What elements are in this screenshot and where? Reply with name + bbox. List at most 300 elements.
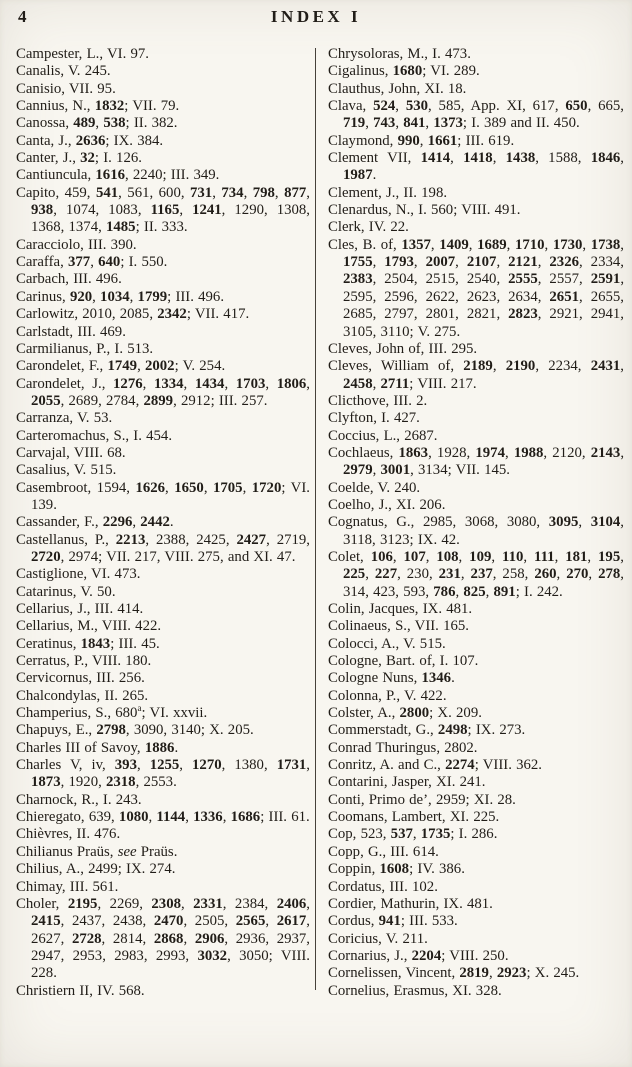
index-entry [328, 618, 624, 635]
entry-text: , [496, 254, 509, 271]
entry-text: Colin, Jacques, IX. 481. [328, 601, 473, 617]
entry-text: Champerius, S., 680 [16, 705, 138, 722]
entry-text: , [365, 115, 374, 132]
entry-text: Choler, [16, 895, 68, 912]
entry-text: Coelde, V. 240. [328, 479, 421, 496]
index-column-left [16, 46, 310, 1000]
entry-text: , [412, 826, 421, 843]
letter-number-bold: 2143 [590, 444, 621, 461]
letter-number-bold: 2002 [144, 358, 175, 375]
letter-number-bold: 541 [95, 184, 119, 201]
letter-number-bold: 2308 [151, 895, 181, 912]
index-entry [328, 341, 624, 358]
letter-number-bold: 2470 [153, 913, 184, 930]
letter-number-bold: 109 [469, 548, 492, 565]
index-entry [16, 341, 310, 358]
entry-text: ; VIII. 362. [474, 757, 542, 774]
index-entry [328, 202, 624, 219]
letter-number-bold: 2800 [399, 705, 430, 722]
entry-text: , 2689, 2784, [60, 392, 144, 409]
entry-text: Cordatus, III. 102. [328, 878, 438, 895]
entry-text: Cervicornus, III. 256. [16, 670, 145, 687]
entry-text: Cornarius, J., [328, 947, 412, 964]
entry-text: , 2120, [543, 444, 591, 461]
entry-text: , [306, 184, 310, 201]
letter-number-bold: 107 [403, 548, 426, 565]
entry-text: Canta, J., [16, 132, 76, 149]
entry-text: Clyfton, I. 427. [328, 410, 420, 427]
letter-number-bold: 1144 [156, 809, 186, 826]
entry-text: ; VI. xxvii. [141, 705, 208, 722]
index-entry [328, 688, 624, 705]
entry-text: Cerratus, P., VIII. 180. [16, 653, 152, 670]
entry-text: Chilianus Praüs, [16, 843, 118, 860]
letter-number-bold: 1165 [150, 202, 180, 219]
entry-text: Cellarius, M., VIII. 422. [16, 618, 162, 635]
index-entry [16, 289, 310, 306]
letter-number-bold: 3032 [197, 947, 228, 964]
entry-text: , [620, 150, 624, 167]
letter-number-bold: 1731 [276, 757, 307, 774]
entry-text: , 2553. [135, 774, 177, 791]
index-entry [16, 324, 310, 341]
index-entry [328, 636, 624, 653]
entry-text: , [224, 375, 236, 392]
entry-text: Cologne Nuns, [328, 670, 422, 687]
superscript-letter: a [137, 703, 142, 714]
entry-text: ; III. 61. [260, 809, 310, 826]
entry-text: , 1290, 1308, 1368, 1374, [31, 202, 311, 236]
letter-number-bold: 2331 [193, 895, 223, 912]
entry-text: , 3134; VII. 145. [410, 462, 510, 479]
index-entry [16, 896, 310, 983]
letter-number-bold: 108 [436, 548, 459, 565]
letter-number-bold: 2383 [343, 271, 373, 288]
entry-text: , [554, 548, 566, 565]
letter-number-bold: 530 [405, 98, 429, 115]
letter-number-bold: 225 [343, 566, 366, 583]
entry-text: ; VII. 79. [124, 98, 180, 115]
index-entry [16, 514, 310, 531]
letter-number-bold: 2189 [463, 358, 493, 375]
letter-number-bold: 1334 [153, 375, 184, 392]
entry-text: , [587, 548, 599, 565]
index-entry [328, 896, 624, 913]
letter-number-bold: 1846 [590, 150, 621, 167]
letter-number-bold: 891 [493, 583, 516, 600]
index-entry [16, 636, 310, 653]
entry-text: , [620, 358, 624, 375]
letter-number-bold: 524 [373, 98, 396, 115]
letter-number-bold: 877 [284, 184, 307, 201]
index-entry [328, 601, 624, 618]
letter-number-bold: 1650 [174, 479, 204, 496]
letter-number-bold: 731 [190, 184, 213, 201]
entry-text: , [148, 809, 157, 826]
letter-number-bold: 1255 [149, 757, 180, 774]
letter-number-bold: 743 [373, 115, 396, 132]
letter-number-bold: 2195 [67, 895, 98, 912]
entry-text: , 2814, [101, 930, 154, 947]
index-entry [328, 480, 624, 497]
entry-text: , [306, 375, 310, 392]
entry-text: , 1588, [535, 150, 591, 167]
entry-text: Contarini, Jasper, XI. 241. [328, 774, 486, 791]
index-entry [16, 428, 310, 445]
index-entry [16, 410, 310, 427]
entry-text: , [488, 965, 497, 982]
entry-text: , [588, 566, 599, 583]
entry-text: , [179, 202, 193, 219]
letter-number-bold: 2720 [31, 548, 61, 565]
letter-number-bold: 2899 [143, 392, 174, 409]
entry-text: Cop, 523, [328, 826, 391, 843]
letter-number-bold: 2274 [445, 757, 475, 774]
letter-number-bold: 2458 [343, 375, 373, 392]
entry-text: , [183, 930, 195, 947]
entry-text: Cornelissen, Vincent, [328, 965, 460, 982]
letter-number-bold: 1357 [401, 236, 431, 253]
entry-text: Chalcondylas, II. 265. [16, 687, 149, 704]
index-entry [328, 549, 624, 601]
letter-number-bold: 2007 [425, 254, 456, 271]
letter-number-bold: 1626 [135, 479, 166, 496]
index-entry [16, 358, 310, 375]
entry-text: , [504, 444, 514, 461]
index-columns [0, 46, 632, 1000]
index-entry [16, 133, 310, 150]
entry-text: Cassander, F., [16, 514, 103, 531]
entry-text: , [372, 375, 381, 392]
index-entry [16, 740, 310, 757]
index-entry [16, 809, 310, 826]
entry-text: Clement, J., II. 198. [328, 184, 448, 201]
letter-number-bold: 1703 [235, 375, 266, 392]
letter-number-bold: 270 [566, 566, 589, 583]
entry-text: ; I. 286. [450, 826, 498, 843]
letter-number-bold: 1974 [475, 444, 505, 461]
entry-text: , [222, 809, 231, 826]
letter-number-bold: 1276 [113, 375, 143, 392]
index-entry [16, 81, 310, 98]
entry-text: , [137, 358, 145, 375]
entry-text: , 2437, 2438, [60, 913, 154, 930]
index-entry [16, 722, 310, 739]
entry-text: Coppin, [328, 861, 380, 878]
entry-text: Cologne, Bart. of, I. 107. [328, 653, 479, 670]
index-entry [328, 428, 624, 445]
index-entry [328, 757, 624, 774]
letter-number-bold: 110 [502, 548, 524, 565]
entry-text: Conritz, A. and C., [328, 757, 446, 774]
letter-number-bold: 1988 [513, 444, 544, 461]
entry-text: Clenardus, N., I. 560; VIII. 491. [328, 202, 521, 219]
letter-number-bold: 841 [403, 115, 426, 132]
letter-number-bold: 734 [221, 184, 244, 201]
letter-number-bold: 377 [68, 254, 91, 271]
entry-text: , [458, 548, 470, 565]
index-entry [328, 965, 624, 982]
entry-text: Castiglione, VI. 473. [16, 566, 141, 583]
entry-text: , 2655, 2685, 2797, 2801, 2821, [343, 288, 624, 323]
entry-text: , 258, [492, 566, 535, 583]
entry-text: Chilius, A., 2499; IX. 274. [16, 861, 176, 878]
letter-number-bold: 1485 [105, 219, 136, 236]
entry-text: ; III. 619. [457, 132, 515, 149]
letter-number-bold: 2326 [549, 254, 579, 271]
letter-number-bold: 2427 [236, 531, 267, 548]
entry-text: , [165, 479, 175, 496]
index-entry [328, 826, 624, 843]
entry-text: Charles III of Savoy, [16, 739, 145, 756]
index-entry [328, 63, 624, 80]
entry-text: ; I. 550. [120, 254, 168, 271]
entry-text: Clava, [328, 98, 374, 115]
entry-text: , [468, 236, 478, 253]
entry-text: , 561, 600, [118, 184, 190, 201]
letter-number-bold: 2979 [343, 462, 373, 479]
letter-number-bold: 2406 [276, 895, 307, 912]
entry-text: Cordier, Mathurin, IX. 481. [328, 895, 493, 912]
index-entry [16, 271, 310, 288]
entry-text: Canossa, [16, 115, 74, 132]
letter-number-bold: 1438 [505, 150, 536, 167]
entry-text: Commerstadt, G., [328, 722, 438, 739]
entry-text: Colonna, P., V. 422. [328, 687, 447, 704]
index-entry [16, 983, 310, 1000]
letter-number-bold: 489 [73, 115, 96, 132]
entry-text: , 2505, [183, 913, 236, 930]
entry-text: Clerk, IV. 22. [328, 219, 409, 236]
index-entry [328, 983, 624, 1000]
index-entry [328, 948, 624, 965]
entry-text: Cleves, William of, [328, 358, 464, 375]
letter-number-bold: 106 [370, 548, 393, 565]
entry-text: Canter, J., [16, 150, 81, 167]
entry-text: , 3050; VIII. 228. [31, 947, 311, 982]
entry-text: , [419, 132, 428, 149]
index-entry [16, 566, 310, 583]
index-entry [328, 931, 624, 948]
letter-number-bold: 938 [31, 202, 54, 219]
index-entry [328, 445, 624, 480]
entry-text: , [582, 236, 591, 253]
entry-text: Canalis, V. 245. [16, 63, 111, 80]
entry-text: , [265, 375, 277, 392]
entry-text: , [243, 184, 253, 201]
entry-text: , [372, 254, 385, 271]
entry-text: Carranza, V. 53. [16, 410, 113, 427]
letter-number-bold: 1661 [427, 132, 458, 149]
entry-text: Clement VII, [328, 150, 421, 167]
entry-text: , 2269, [97, 895, 152, 912]
entry-text: . [451, 670, 455, 687]
letter-number-bold: 278 [598, 566, 621, 583]
entry-text: , [485, 583, 494, 600]
index-entry [328, 740, 624, 757]
entry-text: , [544, 236, 553, 253]
entry-text: Carlstadt, III. 469. [16, 323, 126, 340]
entry-text: ; I. 389 and II. 450. [462, 115, 580, 132]
index-entry [16, 237, 310, 254]
letter-number-bold: 537 [390, 826, 413, 843]
entry-text: , [265, 913, 277, 930]
index-entry [328, 81, 624, 98]
index-entry [328, 497, 624, 514]
entry-text: , 2719, [266, 531, 310, 548]
entry-text: , [179, 757, 193, 774]
letter-number-bold: 1735 [420, 826, 451, 843]
index-entry [16, 844, 310, 861]
entry-text: Cannius, N., [16, 98, 95, 115]
entry-text: , [142, 375, 154, 392]
letter-number-bold: 2823 [508, 306, 538, 323]
letter-number-bold: 2318 [105, 774, 136, 791]
page-header [0, 0, 632, 33]
entry-text: , [365, 566, 375, 583]
entry-text: , [425, 115, 434, 132]
entry-text: , 1074, 1083, [53, 202, 151, 219]
entry-text: ; IX. 384. [105, 132, 164, 149]
index-entry [328, 792, 624, 809]
letter-number-bold: 1616 [95, 167, 125, 184]
letter-number-bold: 2591 [590, 271, 621, 288]
letter-number-bold: 1730 [552, 236, 583, 253]
entry-text: , [306, 895, 310, 912]
letter-number-bold: 1749 [107, 358, 138, 375]
entry-text: , [620, 548, 624, 565]
entry-text: , [185, 809, 194, 826]
entry-text: , [90, 254, 99, 271]
letter-number-bold: 650 [565, 98, 588, 115]
entry-text: Praüs. [136, 843, 178, 860]
entry-text: Carondelet, F., [16, 358, 108, 375]
letter-number-bold: 1987 [343, 167, 373, 184]
letter-number-bold: 2342 [157, 306, 187, 323]
entry-text: , [506, 236, 515, 253]
entry-text: , [578, 514, 591, 531]
index-entry [16, 792, 310, 809]
index-entry [16, 376, 310, 411]
page-number: 4 [18, 7, 27, 26]
entry-text: , 2627, [31, 913, 310, 947]
entry-text: , [395, 98, 406, 115]
index-entry [328, 46, 624, 63]
letter-number-bold: 2055 [31, 392, 61, 409]
entry-text: Chimay, III. 561. [16, 878, 119, 895]
entry-text: Clicthove, III. 2. [328, 392, 428, 409]
letter-number-bold: 1843 [80, 635, 111, 652]
index-entry [16, 185, 310, 237]
letter-number-bold: 1418 [463, 150, 493, 167]
index-entry [16, 254, 310, 271]
letter-number-bold: 1873 [31, 774, 61, 791]
letter-number-bold: 1241 [192, 202, 222, 219]
letter-number-bold: 2121 [508, 254, 538, 271]
entry-text: , 2334, [579, 254, 624, 271]
index-entry [16, 653, 310, 670]
entry-text: , [620, 236, 624, 253]
letter-number-bold: 2296 [102, 514, 133, 531]
entry-text: Coccius, L., 2687. [328, 427, 438, 444]
letter-number-bold: 2442 [140, 514, 170, 531]
index-entry [16, 480, 310, 515]
entry-text: , [274, 184, 285, 201]
letter-number-bold: 1720 [251, 479, 282, 496]
letter-number-bold: 2868 [153, 930, 184, 947]
entry-text: , [95, 115, 104, 132]
letter-number-bold: 2798 [96, 722, 126, 739]
entry-text: , [492, 150, 506, 167]
index-entry [328, 237, 624, 341]
entry-text: ; VIII. 217. [409, 375, 477, 392]
entry-text: Carinus, [16, 288, 70, 305]
entry-text: . [174, 739, 179, 756]
entry-text: , [425, 548, 437, 565]
letter-number-bold: 798 [252, 184, 275, 201]
index-entry [328, 653, 624, 670]
index-entry [328, 514, 624, 549]
entry-text: Colocci, A., V. 515. [328, 635, 446, 652]
entry-text: , [492, 358, 506, 375]
entry-text: Campester, L., VI. 97. [16, 46, 149, 62]
letter-number-bold: 1346 [421, 670, 452, 687]
entry-text: , 2921, 2941, 3105, 3110; V. 275. [343, 306, 625, 340]
entry-text: , 585, App. XI, 617, [428, 98, 566, 115]
entry-text: Carondelet, J., [16, 375, 114, 392]
letter-number-bold: 393 [114, 757, 137, 774]
entry-text: ; IX. 273. [467, 722, 526, 739]
index-entry [328, 913, 624, 930]
entry-text: Caracciolo, III. 390. [16, 236, 137, 253]
entry-text: Carvajal, VIII. 68. [16, 444, 126, 461]
cross-reference-see: see [117, 843, 137, 860]
letter-number-bold: 1886 [144, 739, 175, 756]
entry-text: , [242, 479, 252, 496]
entry-text: ; II. 382. [125, 115, 178, 132]
entry-text: . [372, 167, 377, 184]
entry-text: Charnock, R., I. 243. [16, 791, 142, 808]
entry-text: Charles V, iv, [16, 757, 115, 774]
letter-number-bold: 2107 [466, 254, 497, 271]
letter-number-bold: 1409 [439, 236, 469, 253]
entry-text: , 1380, [221, 757, 277, 774]
index-entry [328, 670, 624, 687]
entry-text: Colinaeus, S., VII. 165. [328, 618, 469, 635]
letter-number-bold: 990 [397, 132, 420, 149]
entry-text: , 2388, 2425, [145, 531, 237, 548]
entry-text: Cleves, John of, III. 295. [328, 340, 478, 357]
entry-text: , [212, 184, 222, 201]
entry-text: Castellanus, P., [16, 531, 116, 548]
entry-text: ; X. 245. [526, 965, 580, 982]
letter-number-bold: 920 [69, 288, 93, 305]
entry-text: , 1928, [428, 444, 476, 461]
page-title: INDEX I [270, 7, 362, 26]
letter-number-bold: 1434 [194, 375, 225, 392]
entry-text: , 2384, [222, 895, 277, 912]
index-entry [328, 219, 624, 236]
index-entry [16, 601, 310, 618]
index-entry [16, 532, 310, 567]
index-entry [328, 185, 624, 202]
letter-number-bold: 2819 [459, 965, 489, 982]
letter-number-bold: 640 [98, 254, 121, 271]
entry-text: Chrysoloras, M., I. 473. [328, 46, 471, 62]
entry-text: ; III. 496. [167, 288, 225, 305]
entry-text: , 2234, [535, 358, 591, 375]
entry-text: , 314, 423, 593, [343, 566, 624, 600]
